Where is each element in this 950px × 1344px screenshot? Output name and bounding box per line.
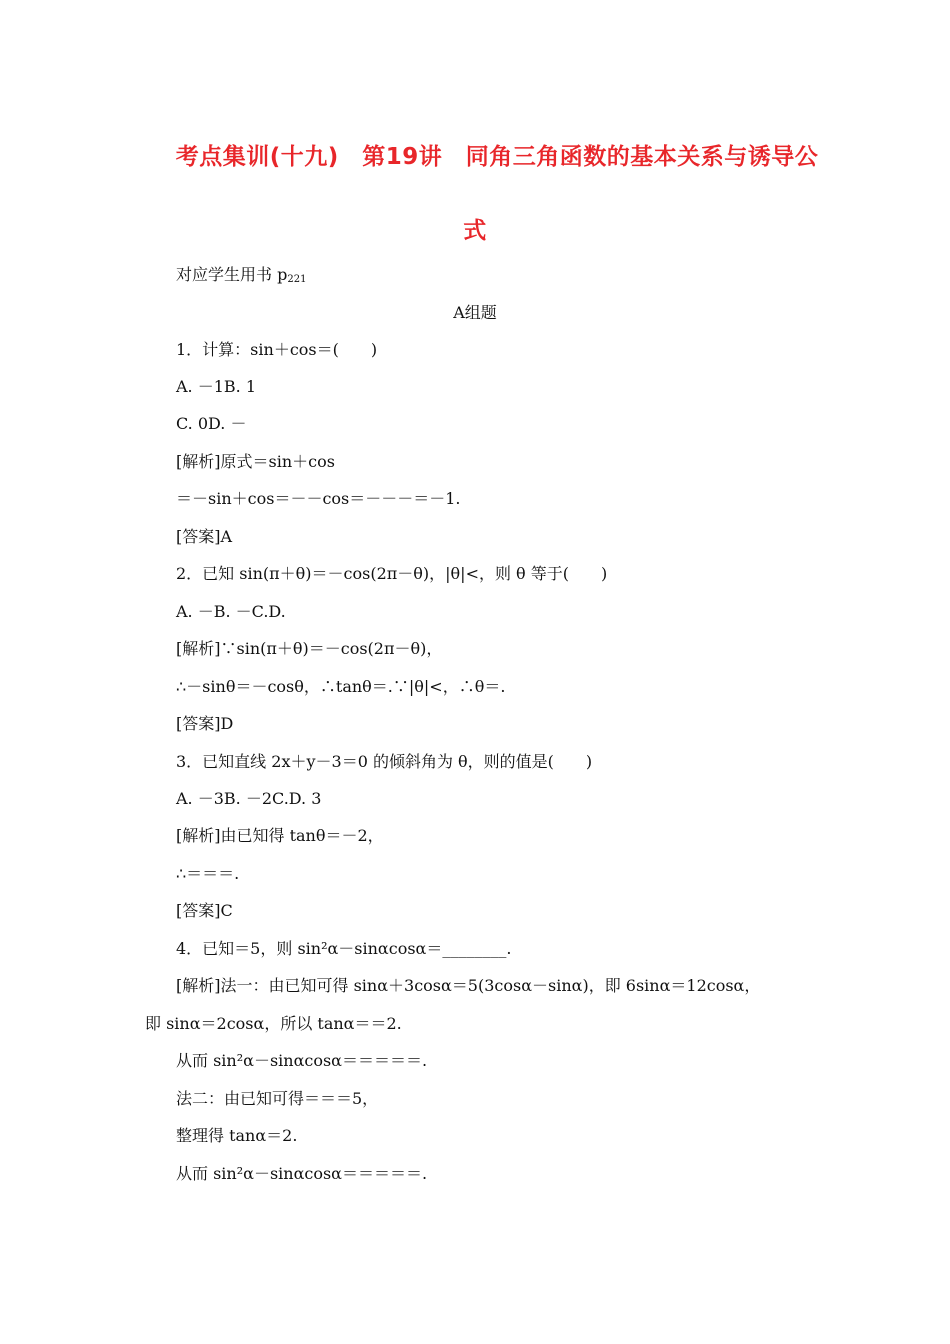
question-2-analysis-line: ∴－sinθ＝－cosθ，∴tanθ＝.∵|θ|<，∴θ＝.: [176, 677, 506, 696]
question-1-analysis-line: ＝－sin＋cos＝－－cos＝－－－＝－1.: [176, 489, 461, 508]
group-heading: A组题: [453, 303, 497, 322]
question-4-analysis-method-1: [解析]法一：由已知可得 sinα＋3cosα＝5(3cosα－sinα)，即 6sinα＝12cosα，: [176, 976, 761, 995]
document-title-line-2: 式: [463, 218, 487, 244]
question-2: 2．已知 sin(π＋θ)＝－cos(2π－θ)，|θ|<，则 θ 等于( ): [176, 564, 608, 583]
question-2-answer: [答案]D: [176, 714, 234, 733]
question-2-analysis: [解析]∵sin(π＋θ)＝－cos(2π－θ)，: [176, 639, 443, 658]
question-4-method-2: 法二：由已知可得＝＝＝5，: [176, 1089, 379, 1108]
question-1-options-ab: A. －1B. 1: [176, 377, 257, 396]
question-1-answer: [答案]A: [176, 527, 233, 546]
textbook-reference-text: 对应学生用书 p: [176, 265, 288, 284]
question-2-options: A. －B. －C.D.: [176, 602, 286, 621]
question-3-analysis-line: ∴＝＝＝.: [176, 864, 240, 883]
question-3-options: A. －3B. －2C.D. 3: [176, 789, 322, 808]
question-1-analysis: [解析]原式＝sin＋cos: [176, 452, 335, 471]
document-title-line-1: 考点集训(十九) 第19讲 同角三角函数的基本关系与诱导公: [175, 144, 819, 170]
question-4-result-2: 从而 sin²α－sinαcosα＝＝＝＝＝.: [176, 1164, 428, 1183]
textbook-reference: [176, 264, 306, 289]
question-3: 3．已知直线 2x＋y－3＝0 的倾斜角为 θ，则的值是( ): [176, 752, 593, 771]
question-1-options-cd: C. 0D. －: [176, 414, 247, 433]
question-1: 1．计算：sin＋cos＝( ): [176, 340, 378, 359]
question-4: 4．已知＝5，则 sin²α－sinαcosα＝________.: [176, 939, 512, 958]
question-3-analysis: [解析]由已知得 tanθ＝－2，: [176, 826, 384, 845]
textbook-reference-page: 221: [287, 274, 307, 285]
question-3-answer: [答案]C: [176, 901, 233, 920]
question-4-result-1: 从而 sin²α－sinαcosα＝＝＝＝＝.: [176, 1051, 428, 1070]
question-4-analysis-continued: 即 sinα＝2cosα，所以 tanα＝＝2.: [145, 1014, 402, 1033]
question-4-method-2-simplify: 整理得 tanα＝2.: [176, 1126, 298, 1145]
